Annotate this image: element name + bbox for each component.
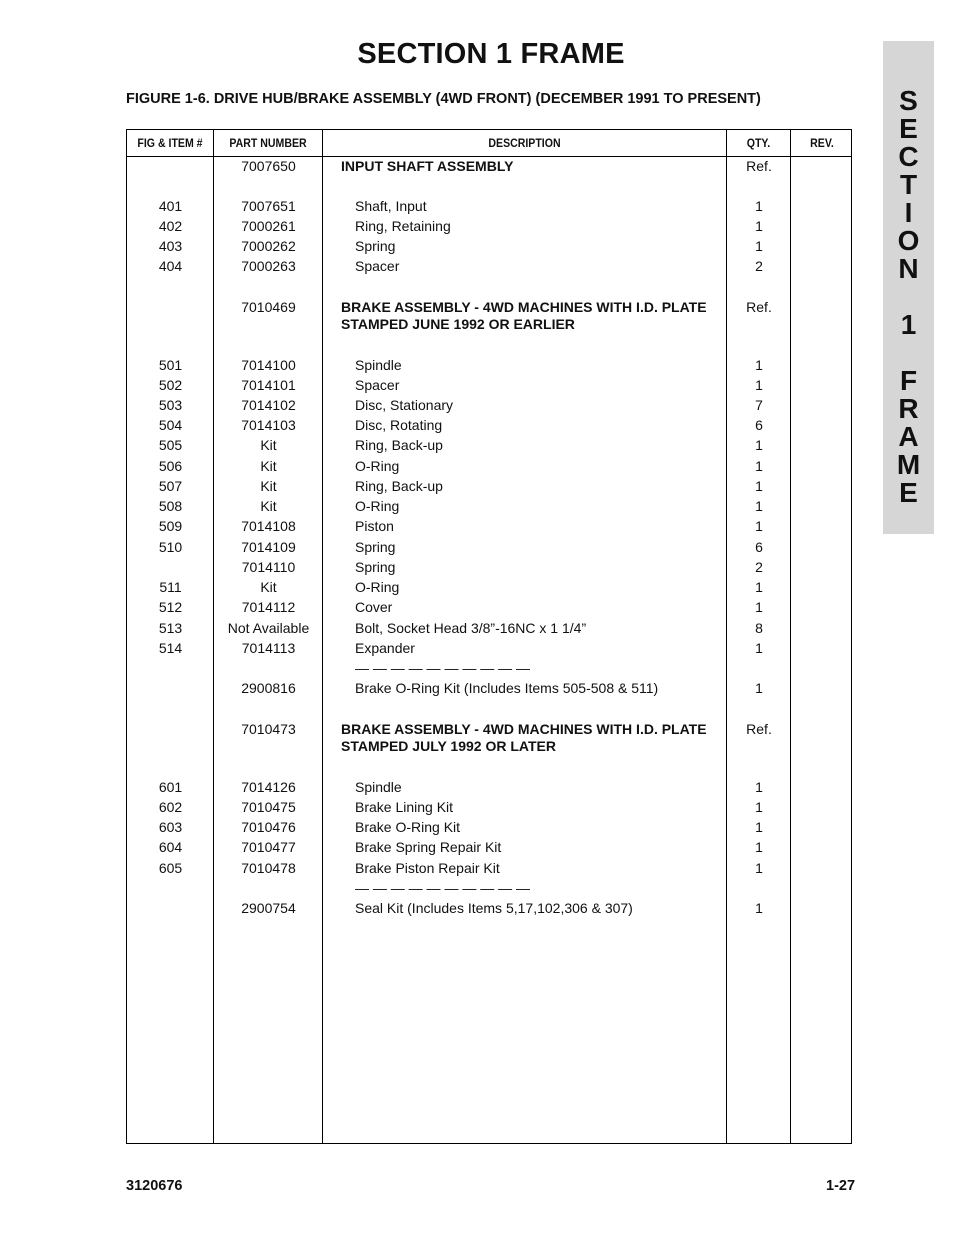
row-description-cell — [323, 559, 727, 576]
row-part-number: Kit — [260, 437, 277, 453]
row-description-cell — [323, 900, 727, 917]
row-part-number: Kit — [260, 458, 277, 474]
row-description: Seal Kit (Includes Items 5,17,102,306 & 307) — [355, 900, 633, 916]
row-item-number: 512 — [158, 599, 183, 615]
document-number: 3120676 — [126, 1178, 183, 1194]
row-quantity: 1 — [755, 377, 763, 393]
row-description: Brake Lining Kit — [355, 799, 454, 815]
row-item-number: 403 — [158, 238, 183, 254]
row-description-cell — [323, 478, 727, 495]
side-tab-letter: T — [899, 169, 918, 200]
section-side-tab — [883, 41, 934, 534]
row-description: BRAKE ASSEMBLY - 4WD MACHINES WITH I.D. PLATE STAMPED JUNE 1992 OR EARLIER — [341, 299, 707, 332]
row-description: Spring — [355, 539, 396, 555]
row-part-number: 7014103 — [241, 417, 296, 433]
row-description-cell — [323, 397, 727, 414]
row-description-cell — [323, 660, 727, 677]
row-part-number: 7010475 — [241, 799, 296, 815]
row-description: Spring — [355, 559, 396, 575]
side-tab-letter: A — [898, 421, 919, 452]
row-item-number: 504 — [158, 417, 183, 433]
row-item-number: 507 — [158, 478, 183, 494]
row-quantity: 1 — [755, 799, 763, 815]
row-part-number: 7000263 — [241, 258, 296, 274]
row-item-number: 510 — [158, 539, 183, 555]
row-item-number: 511 — [159, 579, 182, 595]
header-part-number: PART NUMBER — [229, 136, 307, 150]
row-description: Piston — [355, 518, 394, 534]
row-description: — — — — — — — — — — — [355, 880, 531, 896]
row-description-cell — [323, 238, 727, 255]
row-quantity: 1 — [755, 238, 763, 254]
row-quantity: 1 — [755, 579, 763, 595]
header-divider — [127, 156, 851, 157]
row-description-cell — [323, 299, 727, 333]
row-part-number: Kit — [260, 478, 277, 494]
row-quantity: 1 — [755, 478, 763, 494]
row-description-cell — [323, 799, 727, 816]
row-quantity: 1 — [755, 680, 763, 696]
header-item: FIG & ITEM # — [137, 136, 203, 150]
row-description: Brake Piston Repair Kit — [355, 860, 500, 876]
page-number: 1-27 — [826, 1178, 856, 1194]
row-description-cell — [323, 417, 727, 434]
side-tab-letter: C — [898, 141, 919, 172]
row-description-cell — [323, 458, 727, 475]
figure-title: FIGURE 1-6. DRIVE HUB/BRAKE ASSEMBLY (4WD FRONT) (DECEMBER 1991 TO PRESENT) — [126, 91, 761, 107]
row-part-number: 7014112 — [241, 599, 296, 615]
row-description: Ring, Back-up — [355, 478, 443, 494]
side-tab-letter: E — [899, 477, 918, 508]
row-description: O-Ring — [355, 498, 400, 514]
row-description: Disc, Stationary — [355, 397, 454, 413]
row-quantity: 1 — [755, 458, 763, 474]
row-description-cell — [323, 258, 727, 275]
row-part-number: Kit — [260, 579, 277, 595]
row-description-cell — [323, 599, 727, 616]
row-description-cell — [323, 680, 727, 697]
row-quantity: 7 — [755, 397, 763, 413]
row-part-number: 2900816 — [241, 680, 296, 696]
row-part-number: 7007651 — [241, 198, 296, 214]
row-description-cell — [323, 377, 727, 394]
row-description: Expander — [355, 640, 415, 656]
row-description-cell — [323, 640, 727, 657]
side-tab-letter: I — [904, 197, 913, 228]
row-quantity: 6 — [755, 417, 763, 433]
row-description: Shaft, Input — [355, 198, 427, 214]
row-description: Ring, Retaining — [355, 218, 451, 234]
row-description: Spacer — [355, 258, 400, 274]
row-item-number: 604 — [158, 839, 183, 855]
page-title: SECTION 1 FRAME — [357, 38, 625, 70]
row-quantity: 2 — [755, 559, 763, 575]
row-description-cell — [323, 539, 727, 556]
row-description: Spring — [355, 238, 396, 254]
row-part-number: 7010469 — [241, 299, 296, 315]
row-quantity: 1 — [755, 860, 763, 876]
row-item-number: 508 — [158, 498, 183, 514]
row-description: — — — — — — — — — — — [355, 660, 531, 676]
row-quantity: 1 — [755, 599, 763, 615]
row-item-number: 503 — [158, 397, 183, 413]
row-item-number: 402 — [158, 218, 183, 234]
row-description: Spindle — [355, 779, 402, 795]
side-tab-letter: F — [899, 365, 918, 396]
side-tab-letter: N — [898, 253, 919, 284]
row-quantity: 6 — [755, 539, 763, 555]
row-part-number: 7014113 — [241, 640, 296, 656]
row-part-number: 7010478 — [241, 860, 296, 876]
row-description: Disc, Rotating — [355, 417, 443, 433]
row-item-number: 401 — [158, 198, 183, 214]
row-description: O-Ring — [355, 579, 400, 595]
row-part-number: 7014126 — [241, 779, 296, 795]
row-description: O-Ring — [355, 458, 400, 474]
row-quantity: 1 — [755, 437, 763, 453]
row-quantity: 1 — [755, 839, 763, 855]
row-description-cell — [323, 437, 727, 454]
row-item-number: 602 — [158, 799, 183, 815]
row-part-number: 2900754 — [241, 900, 296, 916]
row-part-number: 7014101 — [241, 377, 296, 393]
row-description-cell — [323, 819, 727, 836]
row-quantity: 1 — [755, 900, 763, 916]
row-description: Brake O-Ring Kit (Includes Items 505-508 & 511) — [355, 680, 659, 696]
row-description: BRAKE ASSEMBLY - 4WD MACHINES WITH I.D. PLATE STAMPED JULY 1992 OR LATER — [341, 721, 707, 754]
row-description-cell — [323, 860, 727, 877]
parts-table — [126, 129, 852, 1144]
row-part-number: 7014108 — [241, 518, 296, 534]
row-part-number: 7000261 — [241, 218, 296, 234]
row-quantity: 2 — [755, 258, 763, 274]
row-item-number: 506 — [158, 458, 183, 474]
row-description-cell — [323, 198, 727, 215]
row-description-cell — [323, 158, 727, 175]
row-quantity: Ref. — [746, 721, 772, 737]
row-description: INPUT SHAFT ASSEMBLY — [341, 158, 514, 174]
row-quantity: 1 — [755, 198, 763, 214]
side-tab-letter: E — [899, 113, 918, 144]
row-part-number: 7014102 — [241, 397, 296, 413]
row-description: Brake O-Ring Kit — [355, 819, 461, 835]
row-description-cell — [323, 518, 727, 535]
row-item-number: 601 — [158, 779, 183, 795]
side-tab-letter: M — [896, 449, 921, 480]
row-item-number: 505 — [158, 437, 183, 453]
row-quantity: Ref. — [746, 158, 772, 174]
row-item-number: 603 — [158, 819, 183, 835]
side-tab-letter: 1 — [900, 309, 917, 340]
row-description: Brake Spring Repair Kit — [355, 839, 502, 855]
row-quantity: Ref. — [746, 299, 772, 315]
row-part-number: 7014110 — [241, 559, 296, 575]
header-qty: QTY. — [746, 136, 771, 150]
side-tab-letter: R — [898, 393, 919, 424]
row-quantity: 1 — [755, 218, 763, 234]
row-description-cell — [323, 620, 727, 637]
row-description-cell — [323, 721, 727, 755]
row-description: Spindle — [355, 357, 402, 373]
row-description: Ring, Back-up — [355, 437, 443, 453]
row-item-number: 501 — [158, 357, 183, 373]
row-item-number: 509 — [158, 518, 183, 534]
row-part-number: Kit — [260, 498, 277, 514]
row-description: Spacer — [355, 377, 400, 393]
side-tab-letter: S — [899, 85, 918, 116]
row-part-number: Not Available — [227, 620, 310, 636]
row-part-number: 7007650 — [241, 158, 296, 174]
side-tab-letter: O — [897, 225, 920, 256]
row-part-number: 7000262 — [241, 238, 296, 254]
row-item-number: 514 — [158, 640, 183, 656]
header-rev: REV. — [810, 136, 834, 150]
row-part-number: 7014100 — [241, 357, 296, 373]
row-quantity: 1 — [755, 640, 763, 656]
row-description-cell — [323, 218, 727, 235]
header-description: DESCRIPTION — [488, 136, 561, 150]
row-description: Bolt, Socket Head 3/8”-16NC x 1 1/4” — [355, 620, 587, 636]
row-quantity: 1 — [755, 779, 763, 795]
row-item-number: 502 — [158, 377, 183, 393]
row-description-cell — [323, 498, 727, 515]
row-part-number: 7014109 — [241, 539, 296, 555]
row-quantity: 1 — [755, 819, 763, 835]
row-quantity: 1 — [755, 498, 763, 514]
row-part-number: 7010473 — [241, 721, 296, 737]
row-description-cell — [323, 839, 727, 856]
row-quantity: 8 — [755, 620, 763, 636]
row-description-cell — [323, 579, 727, 596]
row-part-number: 7010477 — [241, 839, 296, 855]
row-description-cell — [323, 779, 727, 796]
row-description-cell — [323, 357, 727, 374]
row-description: Cover — [355, 599, 393, 615]
row-quantity: 1 — [755, 518, 763, 534]
row-description-cell — [323, 880, 727, 897]
row-quantity: 1 — [755, 357, 763, 373]
row-item-number: 404 — [158, 258, 183, 274]
row-part-number: 7010476 — [241, 819, 296, 835]
row-item-number: 605 — [158, 860, 183, 876]
row-item-number: 513 — [158, 620, 183, 636]
